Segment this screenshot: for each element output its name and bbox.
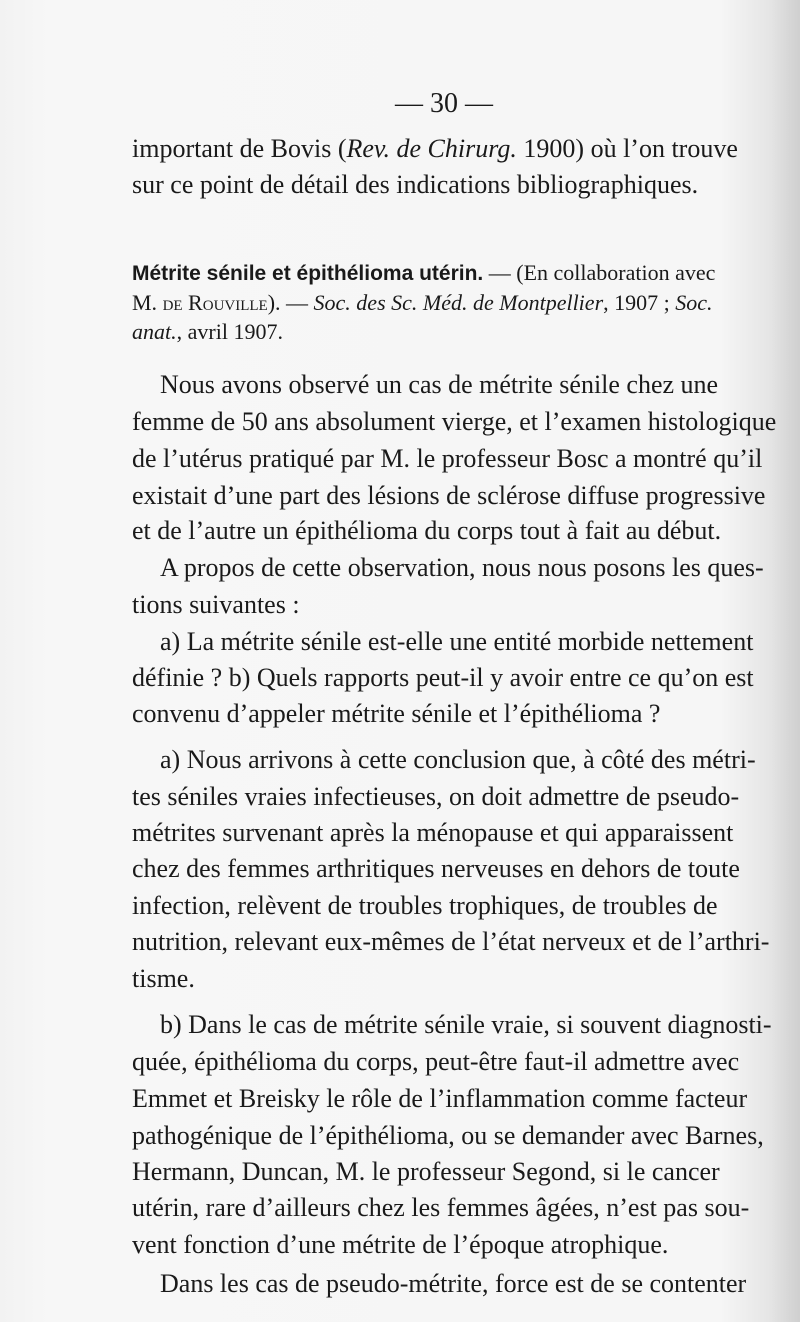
author-name: de Rouville xyxy=(162,290,268,315)
section-title: Métrite sénile et épithélioma utérin. xyxy=(132,262,484,285)
section-citation-line xyxy=(132,321,283,343)
text-segment: — (En collaboration avec xyxy=(483,260,716,285)
text-line: a) La métrite sénile est-elle une entité morbide nettement xyxy=(160,627,754,656)
section-citation-line xyxy=(132,292,713,314)
text-segment: ). — xyxy=(267,290,314,315)
text-line: chez des femmes arthritiques nerveuses en dehors de toute xyxy=(132,854,740,883)
text-line: sur ce point de détail des indications bibliographiques. xyxy=(132,170,699,199)
section-heading xyxy=(132,259,715,285)
text-line: A propos de cette observation, nous nous posons les ques- xyxy=(160,553,764,582)
text-segment: important de Bovis ( xyxy=(132,134,347,163)
text-line: a) Nous arrivons à cette conclusion que, à côté des métri- xyxy=(160,745,756,774)
text-segment: , avril 1907. xyxy=(176,319,283,344)
page-number: — 30 — xyxy=(395,88,493,119)
text-line: b) Dans le cas de métrite sénile vraie, si souvent diagnosti- xyxy=(160,1010,772,1039)
text-line: convenu d’appeler métrite sénile et l’épithélioma ? xyxy=(132,699,661,728)
text-line: Hermann, Duncan, M. le professeur Segond, si le cancer xyxy=(132,1157,720,1186)
text-line: Emmet et Breisky le rôle de l’inflammation comme facteur xyxy=(132,1084,748,1113)
text-line: tions suivantes : xyxy=(132,590,300,619)
text-line: Dans les cas de pseudo-métrite, force est de se contenter xyxy=(160,1269,747,1298)
text-line: nutrition, relevant eux-mêmes de l’état nerveux et de l’arthri- xyxy=(132,927,770,956)
text-line: Nous avons observé un cas de métrite sénile chez une xyxy=(160,370,719,399)
text-line: pathogénique de l’épithélioma, ou se demander avec Barnes, xyxy=(132,1121,764,1150)
journal-citation: Rev. de Chirurg. xyxy=(346,134,517,163)
journal-citation: Soc. des Sc. Méd. de Montpellier xyxy=(313,290,604,315)
text-segment: , 1907 ; xyxy=(603,290,676,315)
text-segment: M. xyxy=(132,290,163,315)
journal-citation: anat. xyxy=(132,319,177,344)
text-line: vent fonction d’une métrite de l’époque atrophique. xyxy=(132,1230,669,1259)
text-line: tes séniles vraies infectieuses, on doit admettre de pseudo- xyxy=(132,782,740,811)
text-line: tisme. xyxy=(132,964,195,993)
text-line: de l’utérus pratiqué par M. le professeur Bosc a montré qu’il xyxy=(132,444,763,473)
text-segment: 1900) où l’on trouve xyxy=(516,134,738,163)
text-line: utérin, rare d’ailleurs chez les femmes âgées, n’est pas sou- xyxy=(132,1193,750,1222)
text-line: et de l’autre un épithélioma du corps tout à fait au début. xyxy=(132,516,722,545)
text-line: existait d’une part des lésions de sclérose diffuse progressive xyxy=(132,481,766,510)
text-line: définie ? b) Quels rapports peut-il y avoir entre ce qu’on est xyxy=(132,663,754,692)
journal-citation: Soc. xyxy=(675,290,713,315)
text-line: quée, épithélioma du corps, peut-être faut-il admettre avec xyxy=(132,1047,740,1076)
text-line: métrites survenant après la ménopause et qui apparaissent xyxy=(132,818,734,847)
text-line xyxy=(132,136,738,162)
text-line: femme de 50 ans absolument vierge, et l’examen histologique xyxy=(132,407,777,436)
text-line: infection, relèvent de troubles trophiques, de troubles de xyxy=(132,891,718,920)
